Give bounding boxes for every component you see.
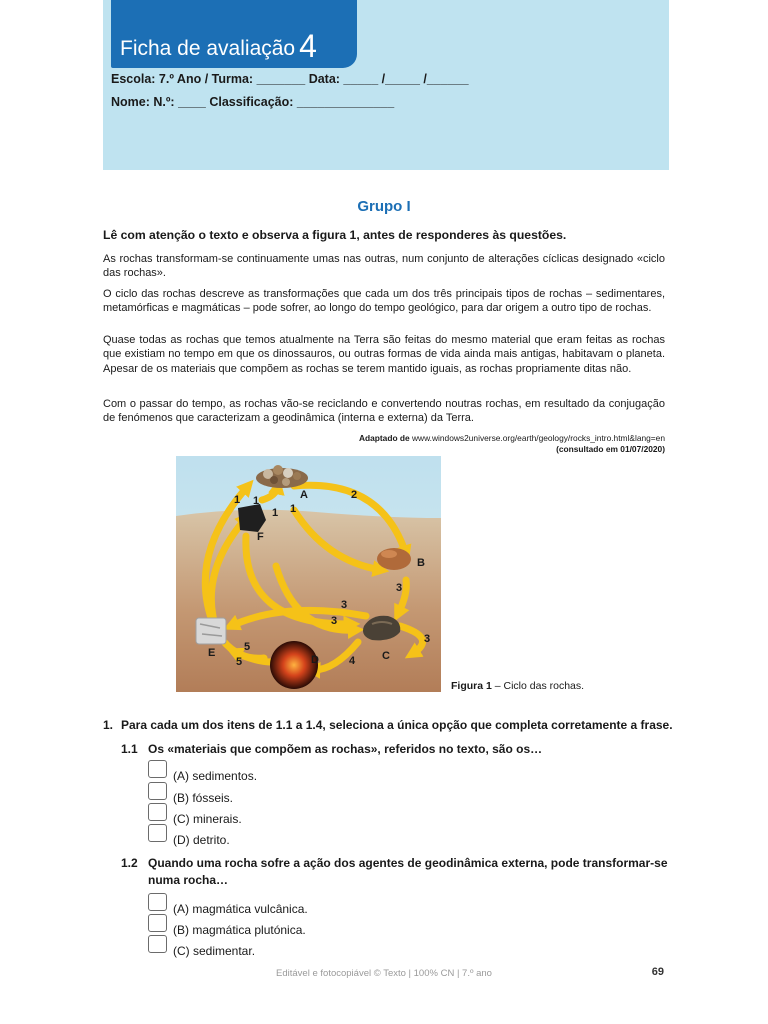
instruction: Lê com atenção o texto e observa a figura 1, antes de responderes às questões. (103, 228, 567, 242)
label-b: B (417, 557, 425, 569)
footer-credit: Editável e fotocopiável © Texto | 100% CN | 7.º ano (276, 968, 492, 979)
label-num-1d: 1 (290, 503, 297, 515)
paragraph-2: O ciclo das rochas descreve as transformações que cada um dos três principais tipos de rochas – sedimentares, metamórficas e magmáticas – pode sofrer, ao longo do tempo geológico, para dar origem a outro tipo de rochas. (103, 288, 665, 315)
label-num-3c: 3 (331, 615, 338, 627)
group-title: Grupo I (357, 198, 411, 215)
checkbox[interactable] (148, 782, 167, 800)
rock-b-sedimentary (377, 548, 411, 570)
label-num-2: 2 (351, 489, 358, 501)
label-c: C (382, 650, 390, 662)
checkbox[interactable] (148, 893, 167, 911)
name-line: Nome: N.º: ____ Classificação: ______________ (111, 95, 395, 109)
paragraph-1: As rochas transformam-se continuamente umas nas outras, num conjunto de alterações cíclicas designado «ciclo das rochas». (103, 253, 665, 280)
label-f: F (257, 531, 264, 543)
checkbox[interactable] (148, 914, 167, 932)
paragraph-3: Quase todas as rochas que temos atualmente na Terra são feitas do mesmo material que eram feitas as rochas que existiam no tempo em que os dinossauros, ou outras formas de vida ainda mais antigas, habitavam o planeta. Apesar de os materiais que compõem as rochas se terem mantido iguais, as rochas propriamente ditas não. (103, 334, 665, 375)
page-number: 69 (651, 966, 664, 978)
rock-e-rock (196, 618, 226, 644)
label-num-1b: 1 (253, 495, 260, 507)
label-num-3b: 3 (341, 599, 348, 611)
checkbox[interactable] (148, 760, 167, 778)
label-num-4: 4 (349, 655, 356, 667)
figure-caption: Figura 1 – Ciclo das rochas. (451, 680, 585, 692)
label-d: D (311, 654, 319, 666)
checkbox[interactable] (148, 803, 167, 821)
paragraph-4: Com o passar do tempo, as rochas vão-se reciclando e convertendo noutras rochas, em resultado da conjugação de fenómenos que caracterizam a geodinâmica (interna e externa) da Terra. (103, 398, 665, 425)
label-num-3a: 3 (396, 582, 403, 594)
checkbox[interactable] (148, 935, 167, 953)
source-citation: Adaptado de www.windows2universe.org/earth/geology/rocks_intro.html&lang=en (consultado em 01/07/2020) (358, 433, 665, 454)
label-e: E (208, 647, 216, 659)
worksheet-number: 4 (299, 28, 317, 64)
label-a: A (300, 489, 308, 501)
source-url: www.windows2universe.org/earth/geology/rocks_intro.html&lang=en (411, 433, 665, 443)
label-num-1a: 1 (234, 494, 241, 506)
label-num-3d: 3 (424, 633, 431, 645)
title-tab (111, 0, 357, 68)
worksheet-title: Ficha de avaliação 4 (120, 28, 317, 64)
label-num-5a: 5 (244, 641, 251, 653)
item-1-2-cont: numa rocha… (148, 873, 229, 887)
rock-cycle-figure (176, 456, 441, 692)
school-line: Escola: 7.º Ano / Turma: _______ Data: _____ /_____ /______ (111, 72, 469, 86)
question-1: 1. Para cada um dos itens de 1.1 a 1.4, seleciona a única opção que completa corretamente a frase. (103, 718, 673, 732)
item-1-1: 1.1 Os «materiais que compõem as rochas», referidos no texto, são os… (121, 742, 543, 756)
source-date: (consultado em 01/07/2020) (556, 444, 665, 454)
label-num-1c: 1 (272, 507, 279, 519)
label-num-5b: 5 (236, 656, 243, 668)
checkbox[interactable] (148, 824, 167, 842)
item-1-2: 1.2 Quando uma rocha sofre a ação dos agentes de geodinâmica externa, pode transformar-se (121, 856, 668, 870)
